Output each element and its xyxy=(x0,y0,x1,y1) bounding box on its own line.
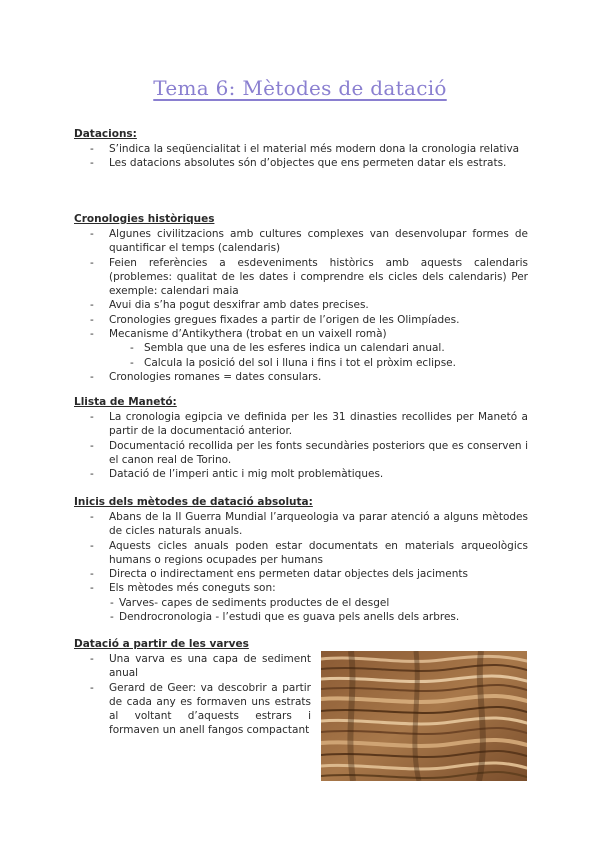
section-maneto xyxy=(74,396,528,481)
list-item: - Directa o indirectament ens permeten datar objectes dels jaciments xyxy=(74,567,528,581)
list-item: - Les datacions absolutes són d’objectes que ens permeten datar els estrats. xyxy=(74,156,528,170)
page-title: Tema 6: Mètodes de datació xyxy=(153,76,447,100)
list-item: - Una varva es una capa de sediment anual xyxy=(74,652,311,681)
sub-list-item: - Dendrocronologia - l’estudi que es guava pels anells dels arbres. xyxy=(74,610,528,624)
list-item: - Cronologies romanes = dates consulars. xyxy=(74,370,528,384)
list-item: - Avui dia s’ha pogut desxifrar amb dates precises. xyxy=(74,298,528,312)
section-heading: Datació a partir de les varves xyxy=(74,638,249,650)
list-item: - Documentació recollida per les fonts secundàries posteriors que es conserven i el canon real de Torino. xyxy=(74,439,528,468)
list-item: - Gerard de Geer: va descobrir a partir de cada any es formaven uns estrats al voltant d’aquests estrars i formaven un anell fangos compactant xyxy=(74,681,311,738)
list-item: - Algunes civilitzacions amb cultures complexes van desenvolupar formes de quantificar el temps (calendaris) xyxy=(74,227,528,256)
bullet-list xyxy=(74,652,311,738)
section-heading: Llista de Manetó: xyxy=(74,396,177,408)
sub-list-item: - Calcula la posició del sol i lluna i fins i tot el pròxim eclipse. xyxy=(74,356,528,370)
section-heading: Inicis dels mètodes de datació absoluta: xyxy=(74,496,313,508)
list-item: - S’indica la seqüencialitat i el material més modern dona la cronologia relativa xyxy=(74,142,528,156)
list-item: - Datació de l’imperi antic i mig molt problemàtiques. xyxy=(74,467,528,481)
list-item: - Aquests cicles anuals poden estar documentats en materials arqueològics humans o regions ocupades per humans xyxy=(74,539,528,568)
list-item: - Abans de la II Guerra Mundial l’arqueologia va parar atenció a alguns mètodes de cicles naturals anuals. xyxy=(74,510,528,539)
section-inicis xyxy=(74,496,528,624)
list-item: - Mecanisme d’Antikythera (trobat en un vaixell romà) xyxy=(74,327,528,341)
section-heading: Datacions: xyxy=(74,128,137,140)
list-item: - Cronologies gregues fixades a partir de l’origen de les Olimpíades. xyxy=(74,313,528,327)
section-heading: Cronologies històriques xyxy=(74,213,215,225)
sub-list-item: - Sembla que una de les esferes indica un calendari anual. xyxy=(74,341,528,355)
bullet-list xyxy=(74,510,528,624)
bullet-list xyxy=(74,142,528,171)
sub-list-item: - Varves- capes de sediments productes de el desgel xyxy=(74,596,528,610)
varves-sediment-photo xyxy=(321,651,527,781)
bullet-list xyxy=(74,227,528,384)
bullet-list xyxy=(74,410,528,481)
section-cronologies xyxy=(74,213,528,384)
list-item: - La cronologia egipcia ve definida per les 31 dinasties recollides per Manetó a partir de la documentació anterior. xyxy=(74,410,528,439)
list-item: - Els mètodes més coneguts son: xyxy=(74,581,528,595)
section-datacions xyxy=(74,128,528,171)
list-item: - Feien referències a esdeveniments històrics amb aquests calendaris (problemes: qualitat de les dates i comprendre els cicles dels calendaris) Per exemple: calendari maia xyxy=(74,256,528,299)
